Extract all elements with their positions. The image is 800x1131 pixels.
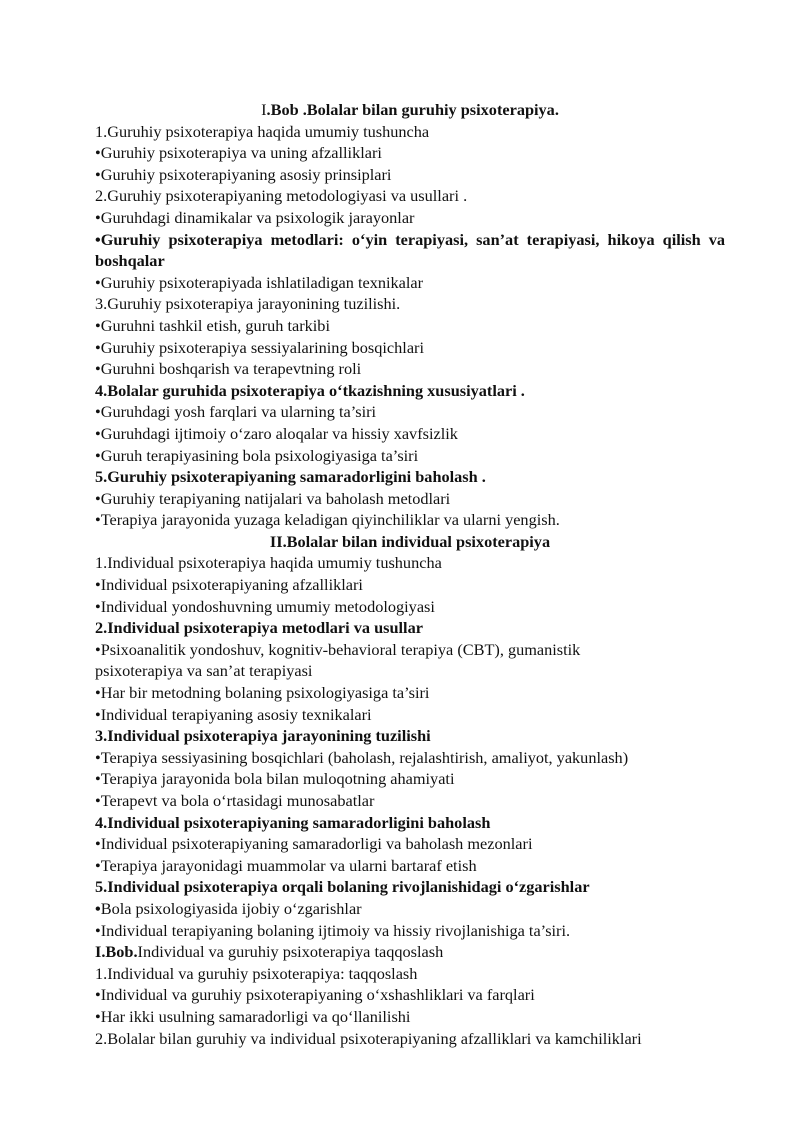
outline-line: •Terapiya jarayonida bola bilan muloqotning ahamiyati (95, 769, 455, 789)
outline-line: •Guruh terapiyasining bola psixologiyasiga ta’siri (95, 445, 419, 465)
outline-line: •Guruhiy terapiyaning natijalari va baholash metodlari (95, 488, 451, 508)
chapter-2-title: II.Bolalar bilan individual psixoterapiya (269, 531, 551, 551)
outline-line: 2.Bolalar bilan guruhiy va individual psixoterapiyaning afzalliklari va kamchiliklari (95, 1028, 642, 1048)
chapter-3-label: I.Bob. (95, 942, 138, 962)
chapter-1-title (95, 99, 725, 121)
section-heading: 4.Bolalar guruhida psixoterapiya o‘tkazishning xususiyatlari . (95, 380, 525, 400)
outline-line: psixoterapiya va san’at terapiyasi (95, 661, 313, 681)
section-heading: 5.Individual psixoterapiya orqali bolaning rivojlanishidagi o‘zgarishlar (95, 877, 590, 897)
chapter-3-title-text: Individual va guruhiy psixoterapiya taqqoslash (137, 942, 444, 962)
section-heading: 5.Guruhiy psixoterapiyaning samaradorligini baholash . (95, 467, 486, 487)
outline-line: •Guruhiy psixoterapiyaning asosiy prinsiplari (95, 164, 392, 184)
document-page (95, 99, 725, 1049)
outline-line: •Guruhiy psixoterapiya va uning afzalliklari (95, 143, 382, 163)
outline-line: 1.Guruhiy psixoterapiya haqida umumiy tushuncha (95, 121, 430, 141)
outline-line: •Guruhiy psixoterapiyada ishlatiladigan texnikalar (95, 272, 424, 292)
outline-line: •Individual psixoterapiyaning afzalliklari (95, 575, 363, 595)
chapter-1-title-text: .Bob .Bolalar bilan guruhiy psixoterapiya. (266, 100, 559, 119)
outline-line: •Individual psixoterapiyaning samaradorligi va baholash mezonlari (95, 834, 533, 854)
outline-line: 1.Individual va guruhiy psixoterapiya: taqqoslash (95, 963, 418, 983)
outline-line-text: Bola psixologiyasida ijobiy o‘zgarishlar (100, 898, 362, 918)
chapter-1-numeral: I (261, 100, 267, 119)
outline-line: •Guruhni tashkil etish, guruh tarkibi (95, 315, 330, 335)
outline-line: •Guruhdagi yosh farqlari va ularning ta’siri (95, 402, 377, 422)
outline-line: •Har bir metodning bolaning psixologiyasiga ta’siri (95, 683, 430, 703)
chapter-3-title (95, 941, 725, 963)
outline-line: 2.Guruhiy psixoterapiyaning metodologiyasi va usullari . (95, 186, 468, 206)
outline-line: •Har ikki usulning samaradorligi va qo‘llanilishi (95, 1006, 411, 1026)
section-heading: 4.Individual psixoterapiyaning samaradorligini baholash (95, 812, 491, 832)
section-heading: 2.Individual psixoterapiya metodlari va usullar (95, 618, 423, 638)
outline-line: •Guruhni boshqarish va terapevtning roli (95, 359, 362, 379)
outline-line: •Terapiya jarayonida yuzaga keladigan qiyinchiliklar va ularni yengish. (95, 510, 560, 530)
outline-line: •Terapevt va bola o‘rtasidagi munosabatlar (95, 791, 375, 810)
section-heading: 3.Individual psixoterapiya jarayonining tuzilishi (95, 726, 431, 746)
outline-line: •Individual va guruhiy psixoterapiyaning o‘xshashliklari va farqlari (95, 985, 535, 1005)
outline-line: •Terapiya sessiyasining bosqichlari (baholash, rejalashtirish, amaliyot, yakunlash) (95, 747, 629, 767)
outline-line (95, 898, 725, 920)
outline-line: •Terapiya jarayonidagi muammolar va ularni bartaraf etish (95, 855, 477, 875)
outline-line: 1.Individual psixoterapiya haqida umumiy tushuncha (95, 553, 442, 573)
outline-line: •Guruhiy psixoterapiya sessiyalarining bosqichlari (95, 337, 424, 357)
bullet-mark: • (95, 898, 101, 918)
methods-heading: •Guruhiy psixoterapiya metodlari: o‘yin terapiyasi, san’at terapiyasi, hikoya qilish va boshqalar (95, 229, 725, 271)
outline-line: •Guruhdagi ijtimoiy o‘zaro aloqalar va hissiy xavfsizlik (95, 423, 458, 443)
outline-line: •Individual terapiyaning bolaning ijtimoiy va hissiy rivojlanishiga ta’siri. (95, 920, 571, 940)
outline-line: •Individual terapiyaning asosiy texnikalari (95, 704, 372, 724)
outline-line: •Psixoanalitik yondoshuv, kognitiv-behavioral terapiya (CBT), gumanistik (95, 639, 581, 659)
outline-line: 3.Guruhiy psixoterapiya jarayonining tuzilishi. (95, 294, 401, 314)
outline-line: •Guruhdagi dinamikalar va psixologik jarayonlar (95, 207, 415, 227)
outline-line: •Individual yondoshuvning umumiy metodologiyasi (95, 596, 435, 616)
